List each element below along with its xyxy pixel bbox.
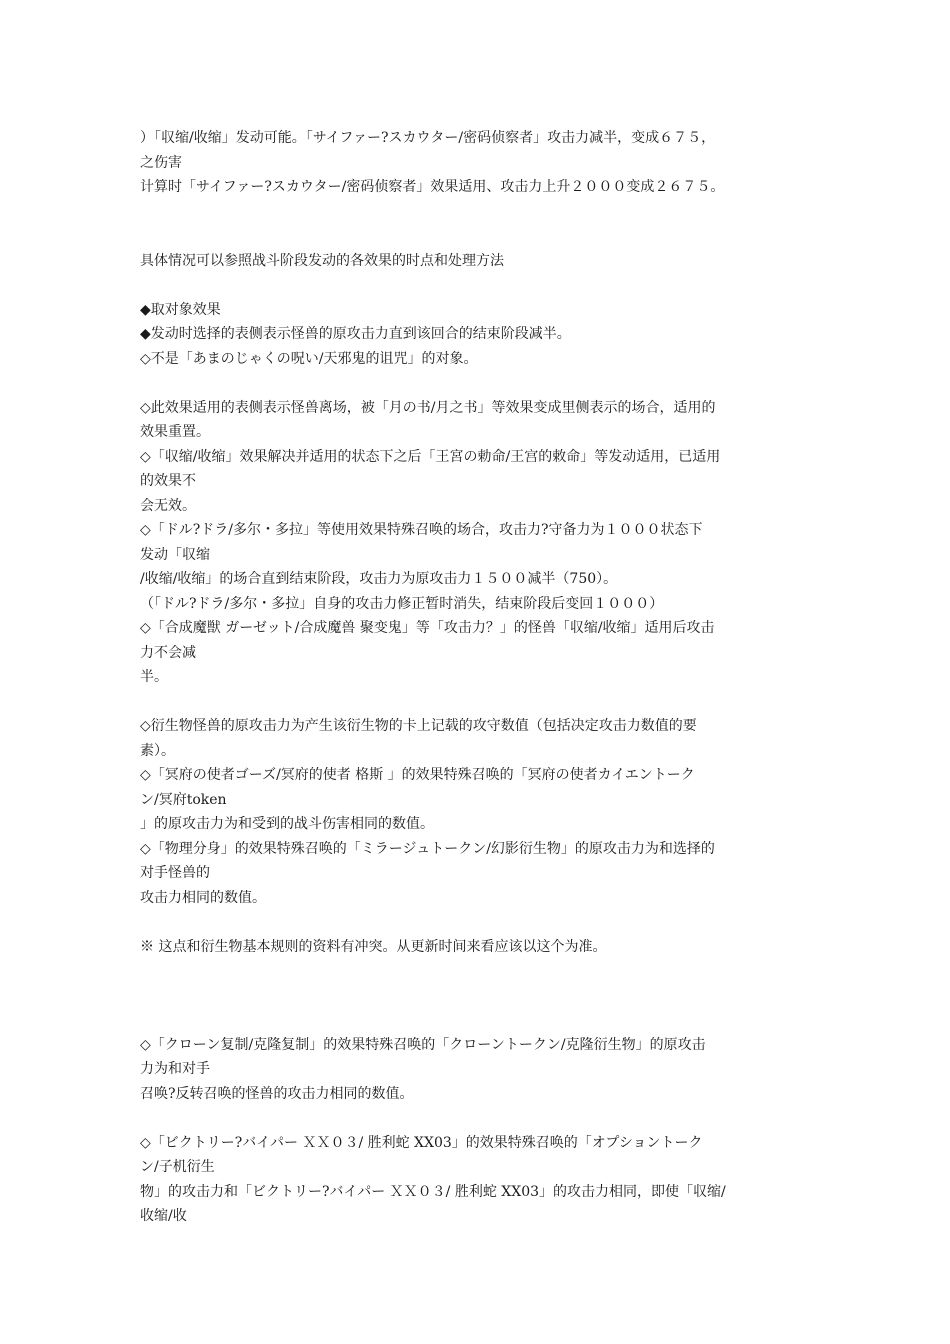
blank-line bbox=[140, 371, 830, 396]
text-line: ◇「合成魔獣 ガーゼット/合成魔兽 聚变鬼」等「攻击力？」的怪兽「収缩/收缩」适用后攻击 bbox=[140, 620, 715, 636]
blank-line bbox=[140, 1106, 830, 1131]
text-line: 物」的攻击力和「ビクトリー?バイパー ＸＸ０３/ 胜利蛇 XX03」的攻击力相同，即使「収缩/ bbox=[140, 1183, 726, 1200]
text-line: 半。 bbox=[140, 669, 168, 685]
text-line: ）「収缩/收缩」发动可能。「サイファー?スカウター/密码侦察者」攻击力减半，变成６７５， bbox=[140, 130, 716, 146]
blank-line bbox=[140, 1008, 830, 1033]
text-line: 效果重置。 bbox=[140, 424, 210, 440]
text-line: 之伤害 bbox=[140, 154, 182, 171]
text-line: 具体情况可以参照战斗阶段发动的各效果的时点和处理方法 bbox=[140, 252, 504, 269]
text-line: 力不会减 bbox=[140, 644, 196, 661]
text-line: ◇「収缩/收缩」效果解决并适用的状态下之后「王宮の勅命/王宫的敕命」等发动适用，已适用 bbox=[140, 448, 721, 465]
text-line: ◇「ドル?ドラ/多尔・多拉」等使用效果特殊召唤的场合，攻击力?守备力为１０００状态下 bbox=[140, 522, 703, 538]
text-line: 素）。 bbox=[140, 742, 175, 759]
text-line: ◇「ビクトリー?バイパー ＸＸ０３/ 胜利蛇 XX03」的效果特殊召唤的「オプショントーク bbox=[140, 1134, 703, 1151]
text-line: 计算时「サイファー?スカウター/密码侦察者」效果适用、攻击力上升２０００变成２６７５。 bbox=[140, 179, 725, 195]
text-line: 会无效。 bbox=[140, 497, 196, 514]
text-line: ◇「物理分身」的效果特殊召唤的「ミラージュトークン/幻影衍生物」的原攻击力为和选择的 bbox=[140, 840, 715, 857]
text-line: 」的原攻击力为和受到的战斗伤害相同的数值。 bbox=[140, 816, 434, 832]
text-line: 收缩/收 bbox=[140, 1208, 187, 1224]
blank-line bbox=[140, 273, 830, 298]
blank-line bbox=[140, 910, 830, 935]
text-line: ◇此效果适用的表侧表示怪兽离场，被「月の书/月之书」等效果变成里侧表示的场合，适用的 bbox=[140, 399, 716, 416]
blank-line bbox=[140, 984, 830, 1009]
text-line: ◇「クローン复制/克隆复制」的效果特殊召唤的「クローントークン/克隆衍生物」的原攻击 bbox=[140, 1036, 706, 1053]
text-line: 的效果不 bbox=[140, 473, 196, 489]
text-line: ◇「冥府の使者ゴーズ/冥府的使者 格斯 」的效果特殊召唤的「冥府の使者カイエントーク bbox=[140, 767, 695, 783]
text-line: 召唤?反转召唤的怪兽的攻击力相同的数值。 bbox=[140, 1085, 414, 1102]
blank-line bbox=[140, 959, 830, 984]
text-line: ◇衍生物怪兽的原攻击力为产生该衍生物的卡上记载的攻守数值（包括决定攻击力数值的要 bbox=[140, 718, 697, 734]
text-line: /收缩/收缩」的场合直到结束阶段，攻击力为原攻击力１５００减半（750）。 bbox=[140, 571, 618, 587]
text-line: ※ 这点和衍生物基本规则的资料有冲突。从更新时间来看应该以这个为准。 bbox=[140, 938, 607, 955]
text-line: ◇不是「あまのじゃくの呪い/天邪鬼的诅咒」的对象。 bbox=[140, 350, 478, 367]
blank-line bbox=[140, 224, 830, 249]
blank-line bbox=[140, 690, 830, 715]
blank-line bbox=[140, 200, 830, 225]
text-line: 对手怪兽的 bbox=[140, 865, 210, 881]
text-line: ◆发动时选择的表侧表示怪兽的原攻击力直到该回合的结束阶段减半。 bbox=[140, 326, 571, 342]
text-line: ◆取对象效果 bbox=[140, 301, 221, 318]
text-line: 力为和对手 bbox=[140, 1061, 210, 1077]
text-line: 攻击力相同的数值。 bbox=[140, 889, 266, 906]
text-line: （「ドル?ドラ/多尔・多拉」自身的攻击力修正暂时消失，结束阶段后变回１０００） bbox=[140, 595, 664, 612]
text-line: ン/子机衍生 bbox=[140, 1159, 215, 1175]
text-line: 发动「収缩 bbox=[140, 546, 210, 563]
text-line: ン/冥府token bbox=[140, 791, 227, 808]
document-body bbox=[140, 126, 830, 1229]
